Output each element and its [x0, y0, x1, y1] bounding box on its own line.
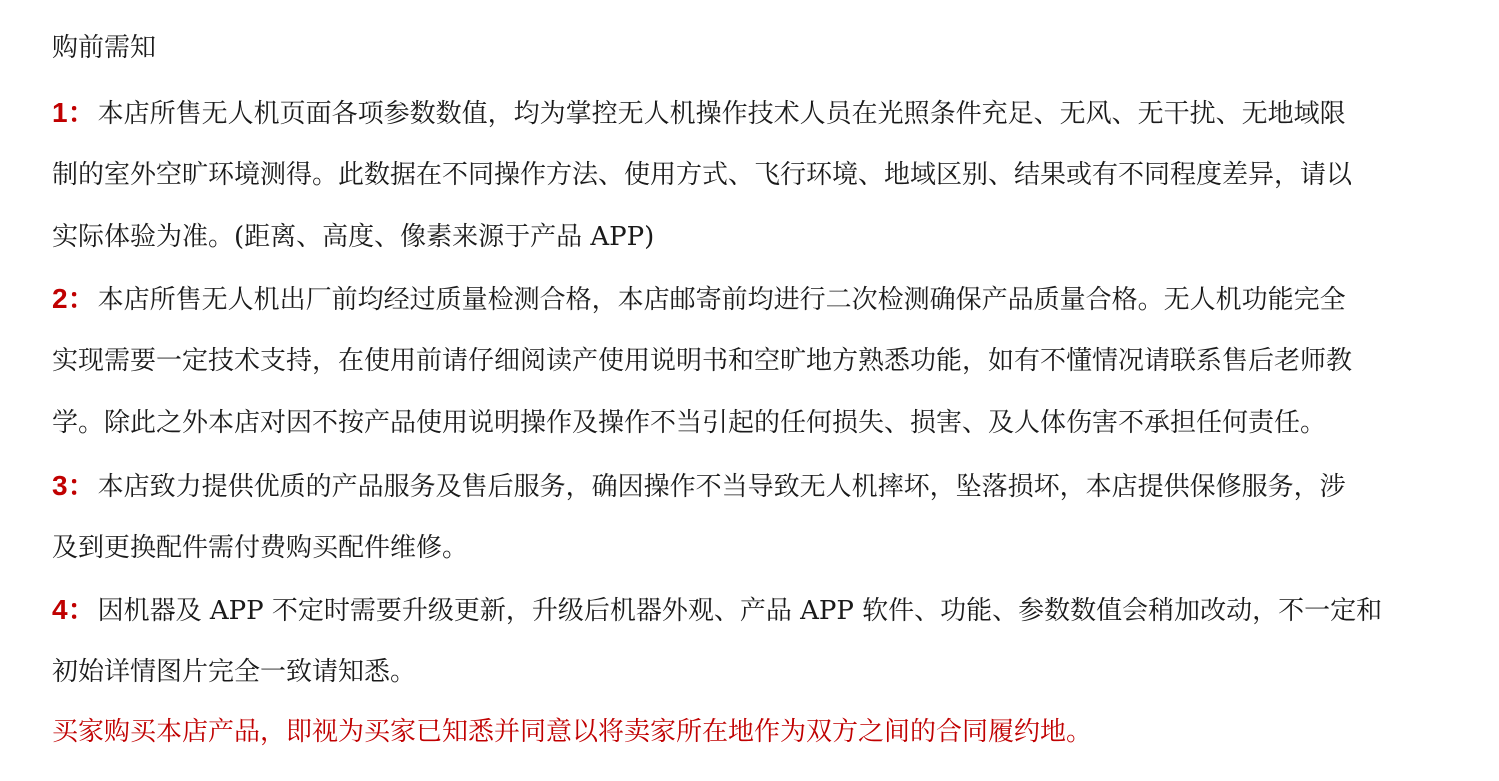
notice-item-1-line-2: 制的室外空旷环境测得。此数据在不同操作方法、使用方式、飞行环境、地域区别、结果或有不同程度差异，请以 — [52, 160, 1353, 190]
item-text: 本店所售无人机页面各项参数数值，均为掌控无人机操作技术人员在光照条件充足、无风、无干扰、无地域限 — [97, 99, 1346, 129]
notice-item-1 — [52, 82, 1452, 268]
item-number: 4： — [52, 594, 96, 625]
notice-item-3 — [52, 455, 1452, 579]
notice-item-2-line-1 — [52, 268, 1452, 330]
notice-item-4 — [52, 579, 1452, 703]
notice-item-2 — [52, 268, 1452, 454]
notice-item-1-line-3: 实际体验为准。(距离、高度、像素来源于产品 APP) — [52, 222, 655, 252]
item-number: 1： — [52, 97, 96, 128]
notice-item-2-line-3: 学。除此之外本店对因不按产品使用说明操作及操作不当引起的任何损失、损害、及人体伤害不承担任何责任。 — [52, 408, 1327, 438]
notice-item-4-line-2: 初始详情图片完全一致请知悉。 — [52, 657, 417, 687]
item-number: 2： — [52, 283, 96, 314]
item-text: 本店致力提供优质的产品服务及售后服务，确因操作不当导致无人机摔坏，坠落损坏，本店提供保修服务，涉 — [97, 472, 1346, 502]
notice-item-3-line-2: 及到更换配件需付费购买配件维修。 — [52, 533, 469, 563]
page-title: 购前需知 — [52, 33, 157, 63]
buyer-agreement-notice: 买家购买本店产品，即视为买家已知悉并同意以将卖家所在地作为双方之间的合同履约地。 — [52, 717, 1093, 747]
item-number: 3： — [52, 470, 96, 501]
notice-item-4-line-1 — [52, 579, 1452, 641]
item-text: 因机器及 APP 不定时需要升级更新，升级后机器外观、产品 APP 软件、功能、参数数值会稍加改动，不一定和 — [97, 596, 1383, 626]
item-text: 本店所售无人机出厂前均经过质量检测合格，本店邮寄前均进行二次检测确保产品质量合格。无人机功能完全 — [97, 285, 1346, 315]
notice-item-3-line-1 — [52, 455, 1452, 517]
notice-item-2-line-2: 实现需要一定技术支持，在使用前请仔细阅读产使用说明书和空旷地方熟悉功能，如有不懂情况请联系售后老师教 — [52, 346, 1353, 376]
notice-item-1-line-1 — [52, 82, 1452, 144]
